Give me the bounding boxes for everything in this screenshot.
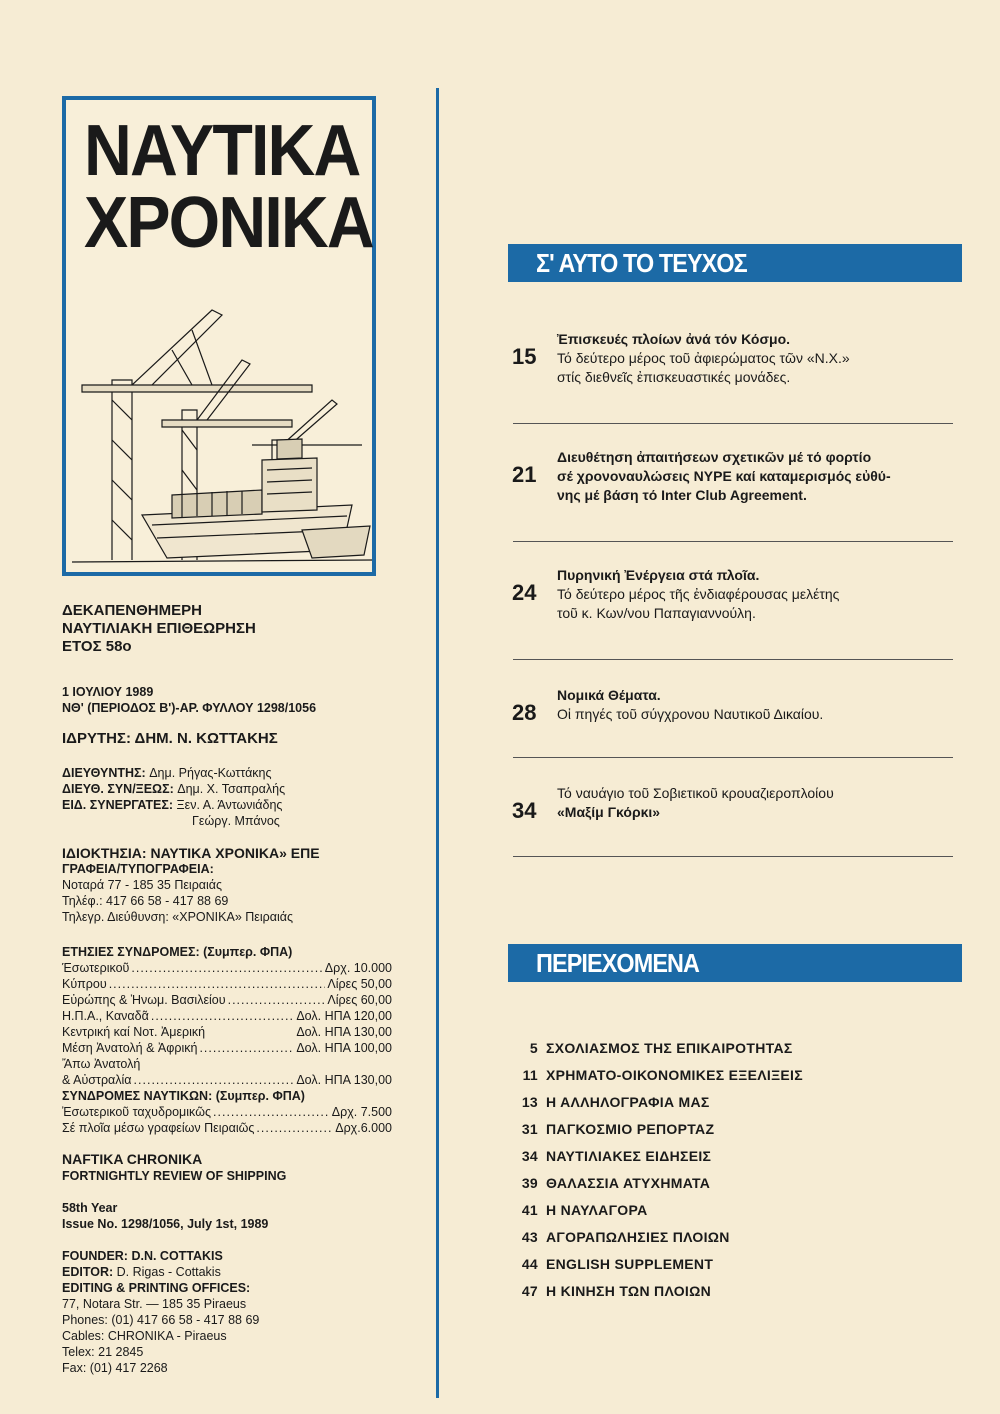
in-this-issue-banner	[508, 244, 962, 282]
rate-region: Η.Π.Α., Καναδᾶ	[62, 1009, 149, 1023]
feature-page: 21	[512, 462, 537, 487]
feature-separator	[513, 757, 953, 758]
feature-text	[557, 448, 957, 505]
english-credits-block	[62, 1248, 392, 1376]
rate-row	[62, 960, 392, 976]
rate-price: Δολ. ΗΠΑ 130,00	[296, 1073, 392, 1087]
english-issue: Issue No. 1298/1056, July 1st, 1989	[62, 1217, 269, 1231]
feature-line: Τό δεύτερο μέρος τοῦ ἀφιερώματος τῶν «Ν.Χ.»	[557, 350, 850, 366]
feature-title: Πυρηνική Ἐνέργεια στά πλοῖα.	[557, 567, 760, 583]
naval-rate-row	[62, 1120, 392, 1136]
contents-item[interactable]	[510, 1121, 714, 1141]
owner-line: ΙΔΙΟΚΤΗΣΙΑ: ΝΑΥΤΙΚΑ ΧΡΟΝΙΚΑ» ΕΠΕ	[62, 845, 320, 861]
feature-line: τοῦ κ. Κων/νου Παπαγιαννούλη.	[557, 605, 756, 621]
rate-price: Λίρες 60,00	[327, 993, 392, 1007]
rate-region: Σέ πλοῖα μέσω γραφείων Πειραιῶς	[62, 1121, 255, 1135]
column-divider	[436, 88, 439, 1398]
feature-title: Ἐπισκευές πλοίων ἀνά τόν Κόσμο.	[557, 331, 791, 347]
contents-page: 11	[522, 1067, 538, 1083]
feature-page: 28	[512, 700, 537, 725]
english-phones: Phones: (01) 417 66 58 - 417 88 69	[62, 1313, 260, 1327]
contents-page: 44	[521, 1256, 538, 1272]
contributor-2: Γεώργ. Μπάνος	[192, 814, 280, 828]
english-subtitle: FORTNIGHTLY REVIEW OF SHIPPING	[62, 1169, 287, 1183]
contents-item[interactable]	[510, 1148, 711, 1168]
feature-separator	[513, 659, 953, 660]
rate-row	[62, 1024, 392, 1040]
contents-label: ΠΑΓΚΟΣΜΙΟ ΡΕΠΟΡΤΑΖ	[546, 1121, 715, 1137]
contents-label: ΘΑΛΑΣΣΙΑ ΑΤΥΧΗΜΑΤΑ	[546, 1175, 711, 1191]
rate-region: Ἐσωτερικοῦ ταχυδρομικῶς	[62, 1105, 212, 1119]
contents-item[interactable]	[510, 1202, 647, 1222]
subtitle-line-1: ΔΕΚΑΠΕΝΘΗΜΕΡΗ	[62, 602, 202, 619]
feature-line: «Μαξίμ Γκόρκι»	[557, 804, 661, 820]
contents-label: Η ΚΙΝΗΣΗ ΤΩΝ ΠΛΟΙΩΝ	[546, 1283, 712, 1299]
contents-page: 31	[521, 1121, 538, 1137]
rate-price: Δρχ.6.000	[335, 1121, 392, 1135]
director-label: ΔΙΕΥΘΥΝΤΗΣ:	[62, 766, 150, 780]
feature-item	[510, 330, 955, 410]
rate-region: Μέση Ἀνατολή & Ἀφρική	[62, 1041, 198, 1055]
feature-text	[557, 330, 957, 387]
feature-page: 15	[512, 344, 537, 369]
rate-row	[62, 976, 392, 992]
feature-item	[510, 784, 955, 844]
feature-item	[510, 448, 955, 528]
contributors-label: ΕΙΔ. ΣΥΝΕΡΓΑΤΕΣ:	[62, 798, 177, 812]
ownership-block	[62, 845, 392, 925]
contents-label: ΣΧΟΛΙΑΣΜΟΣ ΤΗΣ ΕΠΙΚΑΙΡΟΤΗΤΑΣ	[546, 1040, 793, 1056]
feature-line: Οἱ πηγές τοῦ σύγχρονου Ναυτικοῦ Δικαίου.	[557, 706, 824, 722]
subtitle-block	[62, 602, 392, 656]
in-this-issue-heading: Σ' ΑΥΤΟ ΤΟ ΤΕΥΧΟΣ	[536, 248, 747, 278]
phone-line: Τηλέφ.: 417 66 58 - 417 88 69	[62, 894, 229, 908]
cable-line: Τηλεγρ. Διεύθυνση: «ΧΡΟΝΙΚΑ» Πειραιάς	[62, 910, 293, 924]
feature-page: 24	[512, 580, 537, 605]
rate-region: & Αὐστραλία	[62, 1073, 132, 1087]
feature-text	[557, 566, 957, 623]
contents-label: ΝΑΥΤΙΛΙΑΚΕΣ ΕΙΔΗΣΕΙΣ	[546, 1148, 712, 1164]
rate-region: Ἄπω Ἀνατολή	[62, 1057, 141, 1071]
contents-label: Η ΝΑΥΛΑΓΟΡΑ	[546, 1202, 648, 1218]
english-cables: Cables: CHRONIKA - Piraeus	[62, 1329, 227, 1343]
contents-label: ΑΓΟΡΑΠΩΛΗΣΙΕΣ ΠΛΟΙΩΝ	[546, 1229, 730, 1245]
editor-label: ΔΙΕΥΘ. ΣΥΝ/ΞΕΩΣ:	[62, 782, 178, 796]
contents-item[interactable]	[510, 1229, 730, 1249]
rate-region: Έσωτερικοῦ	[62, 961, 130, 975]
director-name: Δημ. Ρήγας-Κωττάκης	[149, 766, 272, 780]
contents-label: ENGLISH SUPPLEMENT	[546, 1256, 714, 1272]
masthead-line-1: ΝΑΥΤΙΚΑ	[84, 111, 360, 191]
english-year: 58th Year	[62, 1201, 118, 1215]
english-founder: FOUNDER: D.N. COTTAKIS	[62, 1249, 223, 1263]
contents-label: ΧΡΗΜΑΤΟ-ΟΙΚΟΝΟΜΙΚΕΣ ΕΞΕΛΙΞΕΙΣ	[546, 1067, 803, 1083]
subtitle-line-3: ΕΤΟΣ 58ο	[62, 638, 132, 655]
naval-subscriptions-heading: ΣΥΝΔΡΟΜΕΣ ΝΑΥΤΙΚΩΝ: (Συμπερ. ΦΠΑ)	[62, 1089, 305, 1103]
rate-row	[62, 1056, 392, 1072]
english-offices: EDITING & PRINTING OFFICES:	[62, 1281, 251, 1295]
feature-separator	[513, 541, 953, 542]
masthead-line-2: ΧΡΟΝΙΚΑ	[84, 183, 373, 263]
editor-name: Δημ. Χ. Τσαπραλής	[177, 782, 286, 796]
naval-rate-row	[62, 1104, 392, 1120]
contributor-1: Ξεν. Α. Άντωνιάδης	[176, 798, 283, 812]
contents-heading: ΠΕΡΙΕΧΟΜΕΝΑ	[536, 948, 700, 978]
staff-block	[62, 765, 392, 829]
contents-item[interactable]	[510, 1040, 793, 1060]
feature-title: Νομικά Θέματα.	[557, 687, 661, 703]
rate-price: Δρχ. 7.500	[331, 1105, 392, 1119]
rate-price: Δρχ. 10.000	[324, 961, 392, 975]
subscriptions-block	[62, 944, 392, 1136]
rate-price: Δολ. ΗΠΑ 120,00	[296, 1009, 392, 1023]
english-title-block	[62, 1151, 392, 1185]
feature-line: σέ χρονοναυλώσεις NYPE καί καταμερισμός εὐθύ-	[557, 468, 891, 484]
feature-item	[510, 566, 955, 646]
rate-region: Κύπρου	[62, 977, 107, 991]
contents-page: 43	[521, 1229, 538, 1245]
english-address: 77, Notara Str. — 185 35 Piraeus	[62, 1297, 247, 1311]
contents-item[interactable]	[510, 1094, 710, 1114]
feature-text	[557, 784, 957, 822]
english-editor: D. Rigas - Cottakis	[116, 1265, 221, 1279]
address-line: Νοταρά 77 - 185 35 Πειραιάς	[62, 878, 223, 892]
subtitle-line-2: ΝΑΥΤΙΛΙΑΚΗ ΕΠΙΘΕΩΡΗΣΗ	[62, 620, 256, 637]
container-ship-illustration	[72, 290, 372, 570]
rate-price: Δολ. ΗΠΑ 130,00	[296, 1025, 392, 1039]
contents-page: 47	[521, 1283, 538, 1299]
english-editor-label: EDITOR:	[62, 1265, 117, 1279]
contents-item[interactable]	[510, 1256, 713, 1276]
english-title: NAFTIKA CHRONIKA	[62, 1151, 203, 1167]
contents-page: 41	[521, 1202, 538, 1218]
issue-block	[62, 684, 392, 716]
feature-line: νης μέ βάση τό Inter Club Agreement.	[557, 487, 807, 503]
feature-separator	[513, 856, 953, 857]
rate-row	[62, 1008, 392, 1024]
offices-line: ΓΡΑΦΕΙΑ/ΤΥΠΟΓΡΑΦΕΙΑ:	[62, 862, 214, 876]
feature-separator	[513, 423, 953, 424]
issue-date: 1 ΙΟΥΛΙΟΥ 1989	[62, 685, 154, 699]
feature-title: Διευθέτηση ἀπαιτήσεων σχετικῶν μέ τό φορτίο	[557, 449, 872, 465]
rate-region: Κεντρική καί Νοτ. Ἀμερική	[62, 1025, 206, 1039]
rate-row	[62, 992, 392, 1008]
feature-title: Τό ναυάγιο τοῦ Σοβιετικοῦ κρουαζιεροπλοίου	[557, 785, 834, 801]
feature-line: στίς διεθνεῖς ἐπισκευαστικές μονάδες.	[557, 369, 791, 385]
rate-row	[62, 1072, 392, 1088]
english-fax: Fax: (01) 417 2268	[62, 1361, 168, 1375]
contents-item[interactable]	[510, 1283, 711, 1303]
contents-page: 39	[521, 1175, 538, 1191]
cover-box	[62, 96, 376, 576]
contents-page: 5	[529, 1040, 538, 1056]
contents-item[interactable]	[510, 1067, 803, 1087]
english-telex: Telex: 21 2845	[62, 1345, 144, 1359]
subscriptions-heading: ΕΤΗΣΙΕΣ ΣΥΝΔΡΟΜΕΣ: (Συμπερ. ΦΠΑ)	[62, 945, 293, 959]
contents-page: 34	[521, 1148, 538, 1164]
masthead	[84, 111, 373, 263]
rate-price: Λίρες 50,00	[327, 977, 392, 991]
contents-item[interactable]	[510, 1175, 710, 1195]
founder-greek: ΙΔΡΥΤΗΣ: ΔΗΜ. Ν. ΚΩΤΤΑΚΗΣ	[62, 730, 278, 747]
contents-label: Η ΑΛΛΗΛΟΓΡΑΦΙΑ ΜΑΣ	[546, 1094, 710, 1110]
feature-item	[510, 686, 955, 746]
feature-page: 34	[512, 798, 537, 823]
rate-region: Εὐρώπης & Ἠνωμ. Βασιλείου	[62, 993, 226, 1007]
feature-line: Τό δεύτερο μέρος τῆς ἐνδιαφέρουσας μελέτης	[557, 586, 840, 602]
issue-number: ΝΘ' (ΠΕΡΙΟΔΟΣ Β')-ΑΡ. ΦΥΛΛΟΥ 1298/1056	[62, 701, 317, 715]
english-issue-block	[62, 1200, 392, 1232]
rate-price: Δολ. ΗΠΑ 100,00	[296, 1041, 392, 1055]
contents-page: 13	[521, 1094, 538, 1110]
rate-row	[62, 1040, 392, 1056]
contents-banner	[508, 944, 962, 982]
feature-text	[557, 686, 957, 724]
